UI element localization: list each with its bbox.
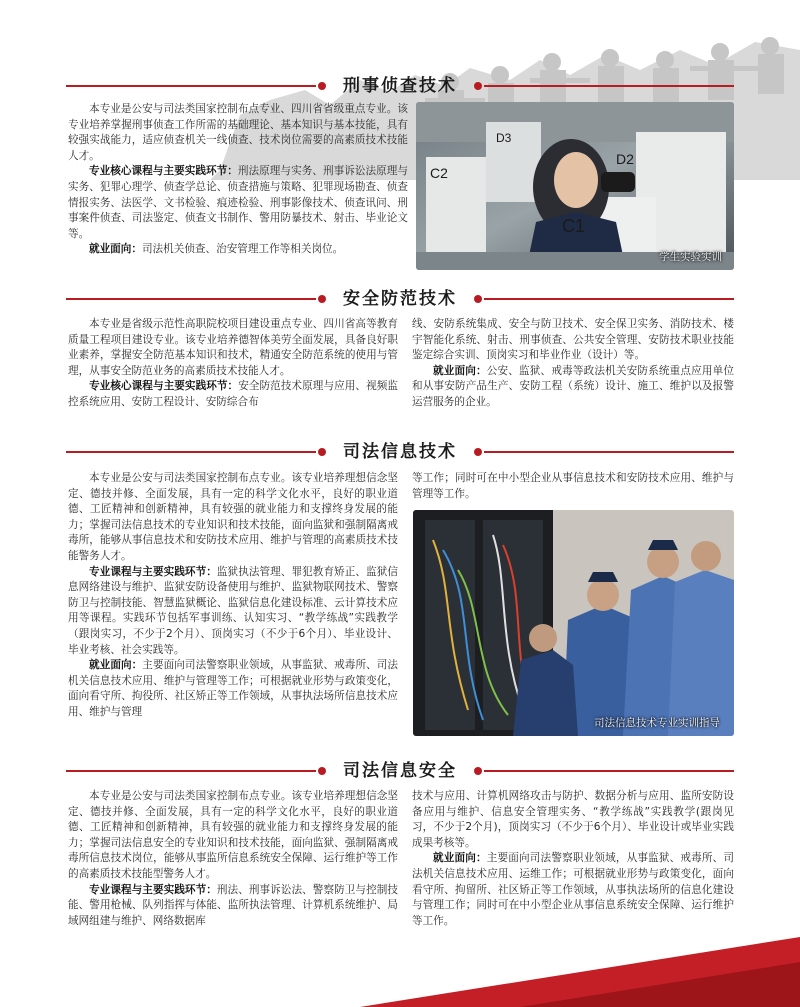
section-title: 司法信息技术 (343, 442, 457, 462)
courses-paragraph (68, 379, 398, 410)
courses-text: 监狱执法管理、罪犯教育矫正、监狱信息网络建设与维护、监狱安防设备使用与维护、监狱物联网技术、警察防卫与控制技能、智慧监狱概论、监狱信息化建设标准、云计算技术应用等课程。实践环节包括军事训练、认知实习、“教学练战”实践教学（跟岗实习，不少于2个月）、顶岗实习（不少于6个月）、毕业设计、毕业考核、社会实践等。 (68, 565, 399, 656)
photo-caption: 学生实验实训 (659, 251, 722, 263)
jobs-text: 公安、监狱、戒毒等政法机关安防系统重点应用单位和从事安防产品生产、安防工程（系统）设计、施工、维护以及报警运营服务的企业。 (412, 364, 735, 408)
section-body-criminal-investigation (68, 102, 408, 258)
intro-paragraph: 本专业是公安与司法类国家控制布点专业、四川省省级重点专业。该专业培养掌握刑事侦查工作所需的基础理论、基本知识与基本技能，具有较强实战能力，适应侦查机关一线侦查、技术岗位需要的高素质技术技能人才。 (68, 103, 408, 162)
jobs-text: 司法机关侦查、治安管理工作等相关岗位。 (141, 243, 344, 256)
section-body-judicial-it-left (68, 471, 398, 721)
microscope-lab-image (416, 102, 734, 270)
courses-continued: 线、安防系统集成、安全与防卫技术、安全保卫实务、消防技术、楼宇智能化系统、射击、刑事侦查、公共安全管理、安防技术职业技能鉴定综合实训、顶岗实习和毕业作业（设计）等。 (412, 318, 734, 362)
photo-label-c2: C2 (430, 165, 448, 181)
courses-paragraph (68, 164, 408, 242)
section-header-judicial-it (66, 440, 734, 464)
section-header-security-prevention (66, 287, 734, 311)
section-header-judicial-security (66, 759, 734, 783)
section-body-judicial-security-right (412, 789, 734, 929)
jobs-text: 主要面向司法警察职业领域，从事监狱、戒毒所、司法机关信息技术应用、维护与管理等工作；可根据就业形势与政策变化，面向看守所、拘役所、社区矫正等工作领域，从事执法场所信息技术应用、维护与管理 (68, 659, 399, 718)
courses-text: 刑法原理与实务、刑事诉讼法原理与实务、犯罪心理学、侦查学总论、侦查措施与策略、犯罪现场勘查、侦查情报实务、法医学、文书检验、痕迹检验、刑事影像技术、侦查讯问、刑事案件侦查、司法鉴定、侦查文书制作、警用防暴技术、射击、毕业论文等。 (68, 165, 409, 240)
courses-text: 安全防范技术原理与应用、视频监控系统应用、安防工程设计、安防综合布 (68, 380, 398, 408)
intro-paragraph: 本专业是公安与司法类国家控制布点专业。该专业培养理想信念坚定、德技并修、全面发展，具有一定的科学文化水平，良好的职业道德、工匠精神和创新精神，具有较强的就业能力和支撑终身发展的能力；掌握司法信息安全的专业知识和技术技能，面向监狱、强制隔离戒毒所信息技术岗位，能够从事监所信息系统安全保障、运行维护等工作的高素质技术技能型警务人才。 (68, 790, 398, 880)
jobs-continued: 等工作；同时可在中小型企业从事信息技术和安防技术应用、维护与管理等工作。 (412, 472, 734, 500)
courses-label: 专业核心课程与主要实践环节： (89, 380, 239, 393)
courses-paragraph (68, 883, 398, 930)
section-body-security-right (412, 317, 734, 411)
photo-label-c1: C1 (562, 216, 586, 236)
courses-label: 专业核心课程与主要实践环节： (89, 165, 238, 178)
jobs-label: 就业面向： (89, 659, 143, 672)
jobs-label: 就业面向： (89, 243, 142, 256)
jobs-paragraph (412, 364, 734, 411)
photo-caption: 司法信息技术专业实训指导 (594, 717, 720, 729)
photo-server-room-training (413, 510, 734, 736)
jobs-paragraph (68, 658, 398, 720)
section-body-security-left (68, 317, 398, 411)
section-body-judicial-it-right (412, 471, 734, 502)
jobs-paragraph (68, 242, 408, 258)
jobs-label: 就业面向： (433, 852, 487, 865)
courses-continued: 技术与应用、计算机网络攻击与防护、数据分析与应用、监所安防设备应用与维护、信息安全管理实务、“教学练战”实践教学(跟岗见习，不少于2个月)，顶岗实习（不少于6个月）、毕业设计或毕业实践成果考核等。 (412, 790, 734, 849)
photo-label-d2: D2 (616, 151, 634, 167)
photo-lab-training (416, 102, 734, 270)
intro-paragraph: 本专业是省级示范性高职院校项目建设重点专业、四川省高等教育质量工程项目建设专业。该专业培养德智体美劳全面发展，具备良好职业素养，掌握安全防范基本知识和技术，精通安全防范系统的使用与管理，从事安全防范业务的高素质技术技能人才。 (68, 318, 398, 377)
section-title: 安全防范技术 (343, 289, 457, 309)
jobs-text: 主要面向司法警察职业领域，从事监狱、戒毒所、司法机关信息技术应用、运维工作；可根据就业形势与政策变化，面向看守所、拘留所、社区矫正等工作领域，从事执法场所的信息化建设与管理工作；同时可在中小型企业从事信息系统安全保障、运行维护等工作。 (412, 852, 735, 927)
intro-paragraph: 本专业是公安与司法类国家控制布点专业。该专业培养理想信念坚定、德技并修、全面发展，具有一定的科学文化水平，良好的职业道德、工匠精神和创新精神，具有较强的就业能力和支撑终身发展的能力；掌握司法信息技术的专业知识和技术技能，面向监狱和强制隔离戒毒所，能够从事信息技术和安防技术应用、维护与管理的高素质技术技能警务人才。 (68, 472, 398, 562)
courses-paragraph (68, 565, 398, 659)
section-title: 司法信息安全 (343, 761, 457, 781)
photo-label-d3: D3 (496, 131, 512, 145)
jobs-label: 就业面向： (433, 364, 487, 377)
courses-label: 专业课程与主要实践环节： (89, 565, 217, 578)
section-title: 刑事侦查技术 (343, 76, 457, 96)
section-body-judicial-security-left (68, 789, 398, 929)
courses-label: 专业课程与主要实践环节： (89, 883, 217, 896)
section-header-criminal-investigation (66, 74, 734, 98)
server-room-image (413, 510, 734, 736)
jobs-paragraph (412, 851, 734, 929)
courses-text: 刑法、刑事诉讼法、警察防卫与控制技能、警用枪械、队列指挥与体能、监所执法管理、计算机系统维护、局域网组建与维护、网络数据库 (68, 883, 399, 927)
